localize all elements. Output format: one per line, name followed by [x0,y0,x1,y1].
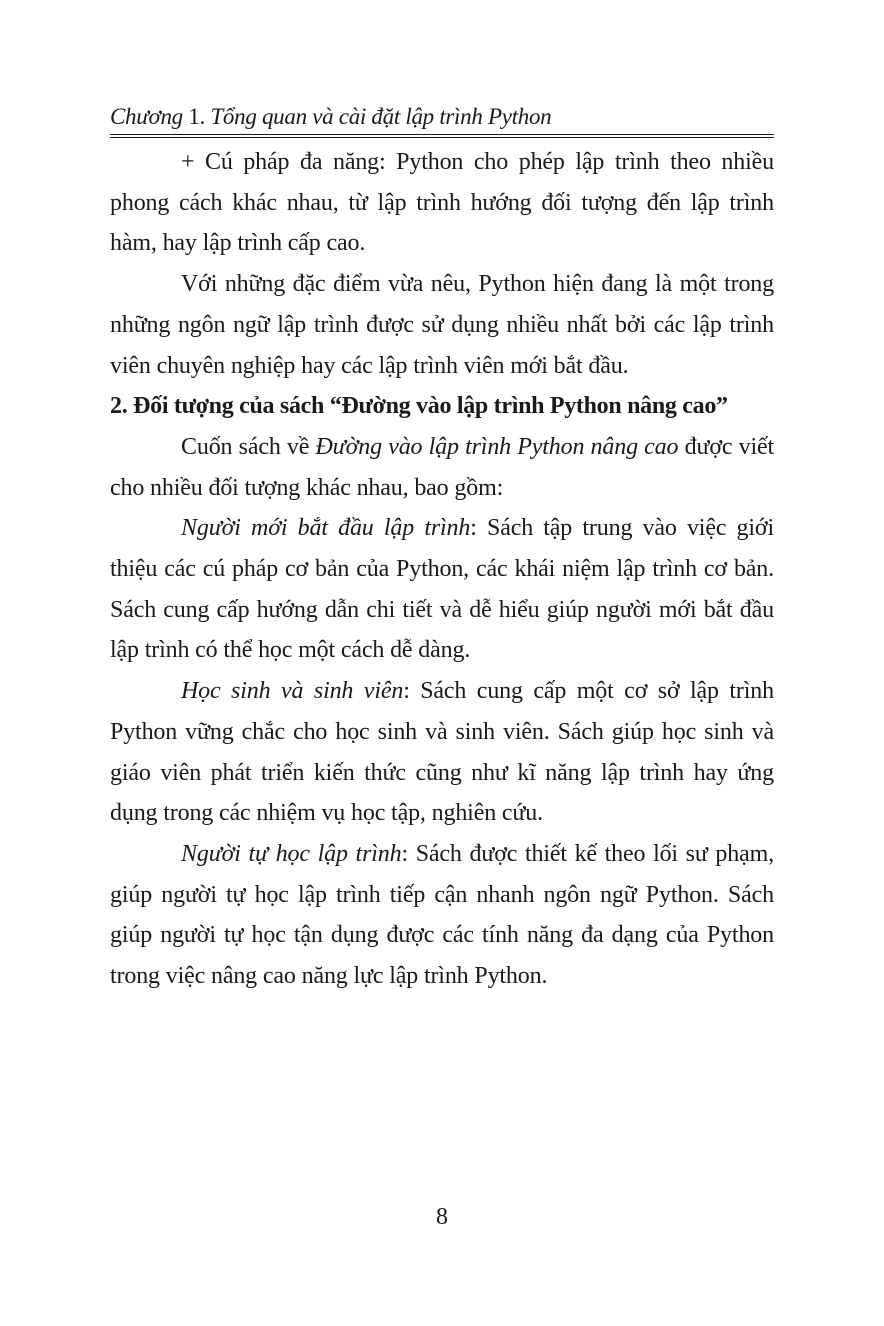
intro-text-before: Cuốn sách về [181,433,316,460]
paragraph-syntax: + Cú pháp đa năng: Python cho phép lập trình theo nhiều phong cách khác nhau, từ lập trình hướng đối tượng đến lập trình hàm, hay lập trình cấp cao. [110,149,774,257]
audience-beginners [110,508,774,671]
section-heading: 2. Đối tượng của sách “Đường vào lập trình Python nâng cao” [110,393,728,420]
chapter-word: Chương [110,104,183,129]
paragraph-summary: Với những đặc điểm vừa nêu, Python hiện đang là một trong những ngôn ngữ lập trình được sử dụng nhiều nhất bởi các lập trình viên chuyên nghiệp hay các lập trình viên mới bắt đầu. [110,271,774,379]
audience-self-learners [110,834,774,997]
audience-text: : Sách được thiết kế theo lối sư phạm, giúp người tự học lập trình tiếp cận nhanh ngôn ngữ Python. Sách giúp người tự học tận dụng được các tính năng đa dạng của Python trong việc nâng cao năng lực lập trình Python. [110,840,774,990]
audience-label: Người mới bắt đầu lập trình [181,515,471,542]
intro-text-after: được viết cho nhiều đối tượng khác nhau, bao gồm: [110,433,774,501]
section-intro [110,427,774,508]
running-header [110,102,774,134]
audience-label: Học sinh và sinh viên [181,678,404,705]
page-number: 8 [436,1204,448,1230]
page-content [110,102,774,997]
audience-text: : Sách cung cấp một cơ sở lập trình Python vững chắc cho học sinh và sinh viên. Sách giúp học sinh và giáo viên phát triển kiến thức cũng như kĩ năng lập trình hay ứng dụng trong các nhiệm vụ học tập, nghiên cứu. [110,678,774,827]
book-title-italic: Đường vào lập trình Python nâng cao [315,433,679,460]
audience-text: : Sách tập trung vào việc giới thiệu các cú pháp cơ bản của Python, các khái niệm lập trình cơ bản. Sách cung cấp hướng dẫn chi tiết và dễ hiểu giúp người mới bắt đầu lập trình có thể học một cách dễ dàng. [110,515,774,664]
audience-label: Người tự học lập trình [181,840,402,867]
chapter-number: 1. [182,104,211,129]
audience-students [110,671,774,834]
chapter-title: Tổng quan và cài đặt lập trình Python [210,104,552,129]
header-double-rule [110,134,774,138]
